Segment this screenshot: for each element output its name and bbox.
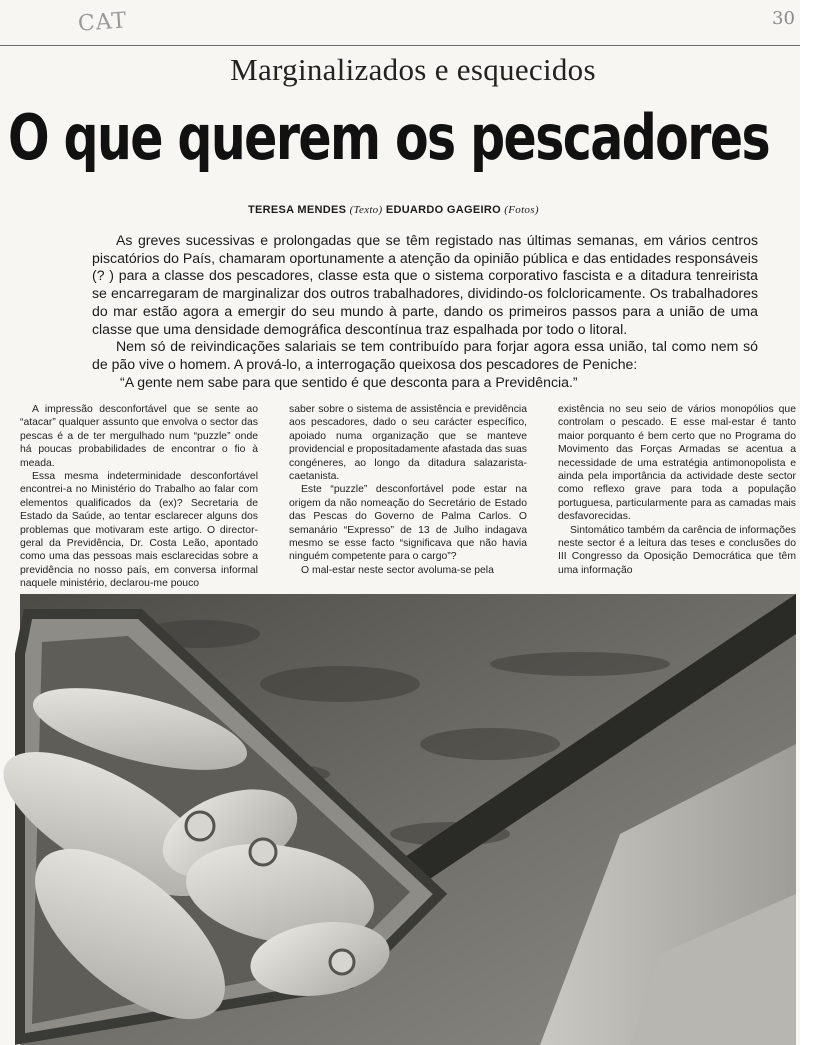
- lede-paragraph: Nem só de reivindicações salariais se tem contribuído para forjar agora essa união, tal como nem só de pão vive o homem. A prová-lo, a interrogação queixosa dos pescadores de Peniche:: [92, 338, 758, 372]
- body-column-1: [20, 403, 258, 591]
- page-header: [0, 0, 800, 46]
- body-column-3: [558, 403, 796, 577]
- fish-crate-illustration: [20, 594, 796, 1045]
- body-paragraph: Sintomático também da carência de informações neste sector é a leitura das teses e conclusões do III Congresso da Oposição Democrática que têm uma informação: [558, 524, 796, 576]
- author-name: TERESA MENDES: [248, 204, 347, 216]
- body-paragraph: existência no seu seio de vários monopólios que controlam o pescado. E esse mal-estar é tanto maior porquanto é bem certo que no Programa do Movimento das Forças Armadas se acentua a necessidade de uma estratégia antimonopolista e ainda pela importância da actividade deste sector como reflexo grave para toda a população portuguesa, particularmente para as camadas mais desfavorecidas.: [558, 404, 796, 523]
- body-paragraph: Este “puzzle” desconfortável pode estar na origem da não nomeação do Secretário de Estado das Pescas do Governo de Palma Carlos. O semanário “Expresso” de 13 de Julho indagava mesmo se esse facto “significava que não havia ninguém competente para o cargo”?: [289, 484, 527, 563]
- header-rule: [0, 45, 800, 46]
- body-column-2: [289, 403, 527, 577]
- handwritten-note: CAT: [77, 8, 129, 37]
- article-headline: O que querem os pescadores: [8, 101, 770, 174]
- lede-paragraph: As greves sucessivas e prolongadas que se têm registado nas últimas semanas, em vários centros piscatórios do País, chamaram oportunamente a atenção da opinião pública e das entidades responsáveis (? ) para a classe dos pescadores, classe esta que o sistema corporativo fascista e a ditadura tenreirista se encarregaram de marginalizar dos outros trabalhadores, dividindo-os folcloricamente. Os trabalhadores do mar estão agora a emergir do seu mundo à parte, dando os primeiros passos para a união de uma classe que uma densidade demográfica descontínua traz espalhada por todo o litoral.: [92, 232, 758, 337]
- page-number: 30: [772, 8, 795, 29]
- lede-quote: “A gente nem sabe para que sentido é que desconta para a Previdência.”: [120, 373, 578, 390]
- body-paragraph: A impressão desconfortável que se sente ao “atacar” qualquer assunto que envolva o sector das pescas é a de ter mergulhado num “puzzle” onde há poucas probabilidades de encontrar o fio à meada.: [20, 404, 258, 469]
- fish-crate-photo: [20, 594, 796, 1045]
- body-paragraph: Essa mesma indeterminidade desconfortável encontrei-a no Ministério do Trabalho ao falar com elementos qualificados da (ex)? Secretaria de Estado da Saúde, ao tentar esclarecer alguns dos problemas que motivaram este artigo. O director-geral da Previdência, Dr. Costa Leão, apontado como uma das pessoas mais esclarecidas sobre a previdência no nosso país, em conversa informal naquele ministério, declarou-me pouco: [20, 471, 258, 590]
- article-credits: [0, 204, 800, 216]
- photographer-role: (Fotos): [504, 204, 539, 216]
- article-kicker: Marginalizados e esquecidos: [230, 52, 596, 87]
- article-lede: [92, 232, 758, 391]
- photographer-name: EDUARDO GAGEIRO: [385, 204, 501, 216]
- author-role: (Texto): [349, 204, 383, 216]
- body-paragraph: O mal-estar neste sector avoluma-se pela: [301, 564, 494, 576]
- body-columns: [20, 403, 798, 590]
- body-paragraph: saber sobre o sistema de assistência e previdência aos pescadores, dado o seu carácter específico, apoiado numa organização que se manteve providencial e propositadamente afastada das suas congéneres, ao longo da ditadura salazarista-caetanista.: [289, 404, 527, 483]
